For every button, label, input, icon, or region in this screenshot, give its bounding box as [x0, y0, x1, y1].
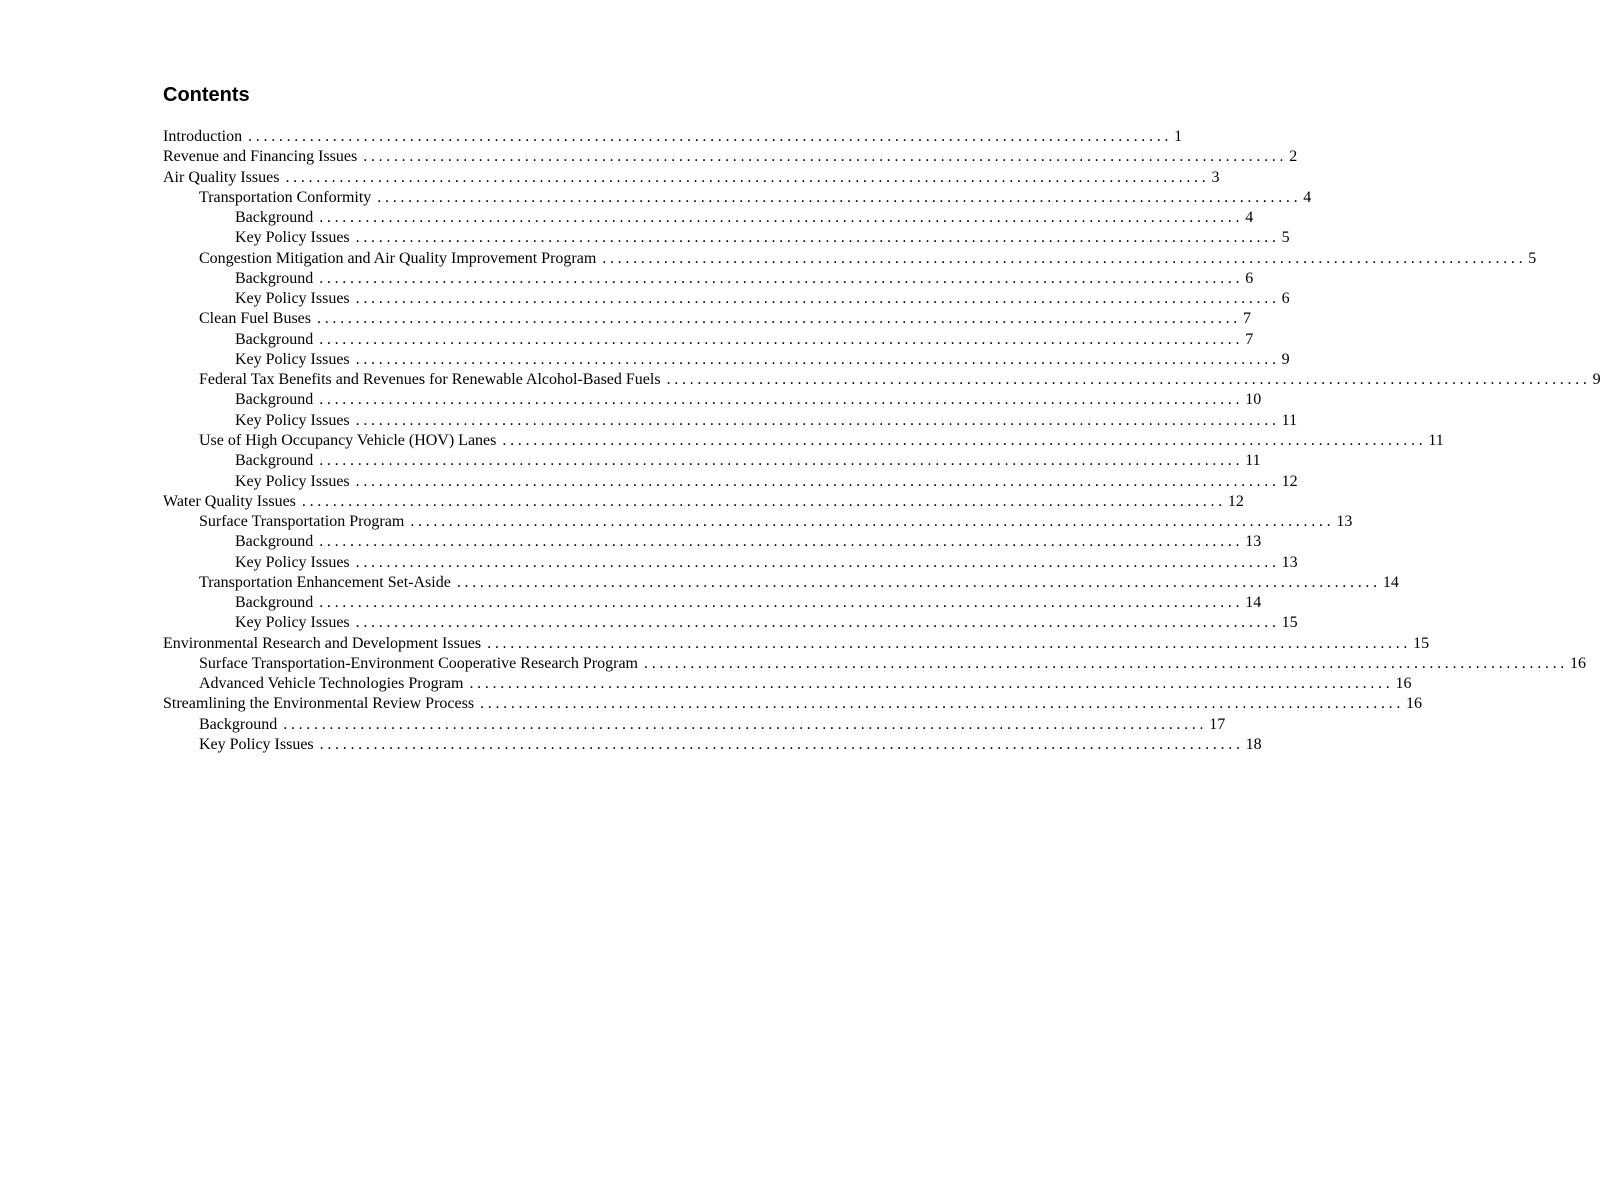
toc-entry-page-number: 12 [1227, 492, 1244, 510]
toc-dot-leader: ........................................................................................................................ [248, 128, 1173, 145]
toc-entry-title: Key Policy Issues [235, 290, 350, 308]
toc-dot-leader: ........................................................................................................................ [363, 148, 1288, 166]
toc-entry-page-number: 3 [1211, 168, 1220, 186]
toc-entry-title: Use of High Occupancy Vehicle (HOV) Lanes [199, 431, 497, 449]
toc-entry-page-number: 11 [1281, 411, 1298, 429]
toc-entry [163, 634, 1430, 654]
toc-dot-leader: ........................................................................................................................ [469, 675, 1394, 693]
toc-entry-title: Water Quality Issues [163, 492, 296, 510]
toc-entry [163, 370, 1601, 390]
toc-entry-page-number: 2 [1289, 148, 1298, 166]
toc-entry [163, 654, 1586, 674]
toc-entry-title: Key Policy Issues [235, 472, 350, 490]
toc-dot-leader: ........................................................................................................................ [319, 330, 1244, 348]
toc-entry-title: Background [235, 330, 314, 348]
toc-entry [163, 512, 1353, 532]
toc-dot-leader: ........................................................................................................................ [319, 452, 1244, 470]
toc-entry-page-number: 16 [1570, 654, 1586, 672]
toc-entry-page-number: 14 [1382, 573, 1399, 591]
toc-entry-page-number: 15 [1413, 634, 1430, 652]
toc-entry [163, 208, 1254, 228]
toc-dot-leader: ........................................................................................................................ [319, 533, 1244, 551]
toc-dot-leader: ........................................................................................................................ [301, 492, 1226, 510]
toc-dot-leader: ........................................................................................................................ [355, 229, 1280, 247]
toc-entry [163, 411, 1298, 431]
toc-dot-leader: ........................................................................................................................ [377, 188, 1302, 206]
toc-entry [163, 694, 1423, 714]
toc-entry-page-number: 6 [1281, 290, 1290, 308]
toc-entry [163, 309, 1251, 329]
toc-entry-title: Transportation Enhancement Set-Aside [199, 573, 451, 591]
toc-entry [163, 553, 1298, 573]
toc-dot-leader: ........................................................................................................................ [487, 634, 1412, 652]
contents-heading: Contents [163, 84, 250, 106]
toc-entry-title: Introduction [163, 128, 243, 145]
toc-entry [163, 350, 1290, 370]
toc-entry-page-number: 13 [1281, 553, 1298, 571]
toc-entry-title: Background [235, 533, 314, 551]
toc-dot-leader: ........................................................................................................................ [355, 411, 1280, 429]
toc-entry [163, 451, 1261, 471]
toc-entry-title: Transportation Conformity [199, 188, 372, 206]
toc-entry-title: Key Policy Issues [199, 735, 314, 753]
toc-entry [163, 330, 1254, 350]
toc-dot-leader: ........................................................................................................................ [317, 310, 1241, 328]
toc-entry [163, 472, 1298, 492]
toc-entry-title: Key Policy Issues [235, 411, 350, 429]
toc-entry [163, 289, 1290, 309]
toc-entry-title: Air Quality Issues [163, 168, 280, 186]
toc-entry-title: Key Policy Issues [235, 553, 350, 571]
toc-entry-title: Background [235, 452, 314, 470]
toc-entry-page-number: 16 [1406, 695, 1423, 713]
toc-entry-page-number: 4 [1245, 209, 1254, 227]
toc-entry-title: Key Policy Issues [235, 229, 350, 247]
toc-entry-title: Background [235, 594, 314, 612]
toc-entry-title: Background [235, 209, 314, 227]
toc-dot-leader: ........................................................................................................................ [644, 654, 1568, 672]
toc-entry [163, 188, 1312, 208]
toc-entry [163, 492, 1244, 512]
toc-entry-page-number: 6 [1245, 269, 1254, 287]
toc-entry [163, 147, 1298, 167]
toc-dot-leader: ........................................................................................................................ [283, 715, 1208, 733]
toc-entry [163, 593, 1262, 613]
toc-entry-title: Surface Transportation Program [199, 513, 405, 531]
toc-dot-leader: ........................................................................................................................ [319, 735, 1244, 753]
toc-entry-page-number: 4 [1303, 188, 1312, 206]
toc-entry-title: Background [199, 715, 278, 733]
toc-entry [163, 431, 1444, 451]
toc-entry [163, 715, 1226, 735]
toc-entry [163, 573, 1399, 593]
toc-entry [163, 674, 1412, 694]
toc-dot-leader: ........................................................................................................................ [355, 472, 1280, 490]
toc-entry [163, 127, 1183, 147]
toc-entry-title: Streamlining the Environmental Review Process [163, 695, 475, 713]
toc-entry-page-number: 1 [1174, 128, 1183, 145]
toc-entry-page-number: 13 [1245, 533, 1262, 551]
toc-entry [163, 735, 1262, 755]
toc-entry-title: Congestion Mitigation and Air Quality Improvement Program [199, 249, 597, 267]
toc-entry-title: Background [235, 391, 314, 409]
toc-entry [163, 228, 1290, 248]
toc-entry-title: Clean Fuel Buses [199, 310, 311, 328]
toc-entry-page-number: 18 [1245, 735, 1262, 753]
toc-entry-page-number: 13 [1336, 513, 1353, 531]
toc-dot-leader: ........................................................................................................................ [355, 553, 1280, 571]
toc-entry-page-number: 5 [1528, 249, 1537, 267]
toc-dot-leader: ........................................................................................................................ [502, 431, 1427, 449]
toc-dot-leader: ........................................................................................................................ [666, 371, 1591, 389]
toc-entry-page-number: 10 [1245, 391, 1262, 409]
table-of-contents [163, 127, 1601, 755]
toc-dot-leader: ........................................................................................................................ [319, 209, 1244, 227]
toc-dot-leader: ........................................................................................................................ [319, 594, 1244, 612]
toc-dot-leader: ........................................................................................................................ [480, 695, 1405, 713]
toc-entry-page-number: 9 [1281, 350, 1290, 368]
toc-entry-title: Surface Transportation-Environment Cooperative Research Program [199, 654, 638, 672]
toc-entry-page-number: 11 [1245, 452, 1261, 470]
toc-dot-leader: ........................................................................................................................ [319, 391, 1244, 409]
toc-dot-leader: ........................................................................................................................ [285, 168, 1210, 186]
toc-entry [163, 390, 1262, 410]
toc-dot-leader: ........................................................................................................................ [602, 249, 1527, 267]
toc-entry-title: Key Policy Issues [235, 350, 350, 368]
toc-entry-title: Federal Tax Benefits and Revenues for Renewable Alcohol-Based Fuels [199, 371, 661, 389]
toc-dot-leader: ........................................................................................................................ [456, 573, 1381, 591]
toc-entry-page-number: 11 [1428, 431, 1444, 449]
toc-dot-leader: ........................................................................................................................ [355, 350, 1280, 368]
toc-entry [163, 532, 1262, 552]
toc-entry-page-number: 12 [1281, 472, 1298, 490]
toc-entry-page-number: 15 [1281, 614, 1298, 632]
toc-entry-page-number: 5 [1281, 229, 1290, 247]
toc-entry-page-number: 7 [1243, 310, 1251, 328]
toc-dot-leader: ........................................................................................................................ [355, 290, 1280, 308]
toc-entry-title: Background [235, 269, 314, 287]
toc-entry-title: Environmental Research and Development Issues [163, 634, 482, 652]
toc-entry-title: Revenue and Financing Issues [163, 148, 358, 166]
toc-dot-leader: ........................................................................................................................ [319, 269, 1244, 287]
toc-entry [163, 269, 1254, 289]
toc-entry [163, 168, 1220, 188]
toc-entry [163, 613, 1298, 633]
toc-entry-title: Key Policy Issues [235, 614, 350, 632]
toc-entry-page-number: 9 [1592, 371, 1601, 389]
toc-entry-page-number: 17 [1209, 715, 1226, 733]
toc-entry-page-number: 16 [1395, 675, 1412, 693]
toc-entry-title: Advanced Vehicle Technologies Program [199, 675, 464, 693]
toc-entry-page-number: 14 [1245, 594, 1262, 612]
toc-dot-leader: ........................................................................................................................ [355, 614, 1280, 632]
toc-entry-page-number: 7 [1245, 330, 1254, 348]
toc-entry [163, 249, 1537, 269]
toc-dot-leader: ........................................................................................................................ [410, 513, 1335, 531]
